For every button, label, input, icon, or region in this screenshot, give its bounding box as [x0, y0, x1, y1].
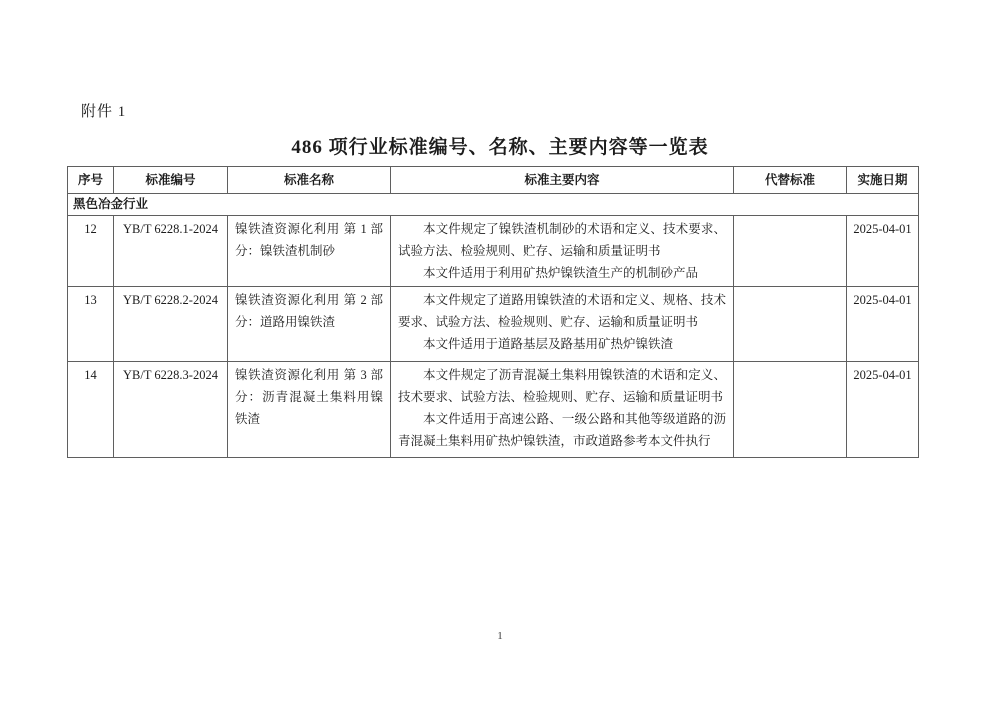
standard-content-cell: [391, 362, 734, 458]
header-replaced-standard: 代替标准: [734, 167, 847, 194]
content-application-paragraph: 本文件适用于道路基层及路基用矿热炉镍铁渣: [423, 337, 674, 351]
header-implementation-date: 实施日期: [847, 167, 919, 194]
row-no-cell: 14: [68, 362, 114, 458]
content-scope-paragraph: 本文件规定了道路用镍铁渣的术语和定义、规格、技术要求、试验方法、检验规则、贮存、运输和质量证明书: [398, 293, 726, 329]
row-no-cell: 13: [68, 287, 114, 362]
standard-code-cell: YB/T 6228.3-2024: [114, 362, 228, 458]
header-main-content: 标准主要内容: [391, 167, 734, 194]
standard-content-cell: [391, 287, 734, 362]
replaced-standard-cell: [734, 287, 847, 362]
header-standard-name: 标准名称: [228, 167, 391, 194]
document-title: 486 项行业标准编号、名称、主要内容等一览表: [291, 137, 709, 158]
standard-content-cell: [391, 216, 734, 287]
content-scope-paragraph: 本文件规定了沥青混凝土集料用镍铁渣的术语和定义、技术要求、试验方法、检验规则、贮存、运输和质量证明书: [398, 368, 726, 404]
replaced-standard-cell: [734, 362, 847, 458]
implementation-date-cell: 2025-04-01: [847, 216, 919, 287]
attachment-label: 附件 1: [81, 104, 127, 120]
table-header-row: [68, 167, 919, 194]
replaced-standard-cell: [734, 216, 847, 287]
industry-section-title: 黑色冶金行业: [68, 194, 919, 216]
industry-section-row: [68, 194, 919, 216]
standard-name-cell: 镍铁渣资源化利用 第 1 部分：镍铁渣机制砂: [228, 216, 391, 287]
page-number: 1: [497, 630, 503, 642]
standard-name-cell: 镍铁渣资源化利用 第 3 部分：沥青混凝土集料用镍铁渣: [228, 362, 391, 458]
header-standard-code: 标准编号: [114, 167, 228, 194]
standard-code-cell: YB/T 6228.2-2024: [114, 287, 228, 362]
table-row: [68, 216, 919, 287]
implementation-date-cell: 2025-04-01: [847, 362, 919, 458]
standard-name-cell: 镍铁渣资源化利用 第 2 部分：道路用镍铁渣: [228, 287, 391, 362]
table-row: [68, 287, 919, 362]
content-scope-paragraph: 本文件规定了镍铁渣机制砂的术语和定义、技术要求、试验方法、检验规则、贮存、运输和质量证明书: [398, 222, 726, 258]
content-application-paragraph: 本文件适用于高速公路、一级公路和其他等级道路的沥青混凝土集料用矿热炉镍铁渣，市政道路参考本文件执行: [398, 412, 726, 448]
header-no: 序号: [68, 167, 114, 194]
standard-code-cell: YB/T 6228.1-2024: [114, 216, 228, 287]
row-no-cell: 12: [68, 216, 114, 287]
implementation-date-cell: 2025-04-01: [847, 287, 919, 362]
standards-table: [67, 166, 919, 458]
content-application-paragraph: 本文件适用于利用矿热炉镍铁渣生产的机制砂产品: [423, 266, 699, 280]
table-row: [68, 362, 919, 458]
